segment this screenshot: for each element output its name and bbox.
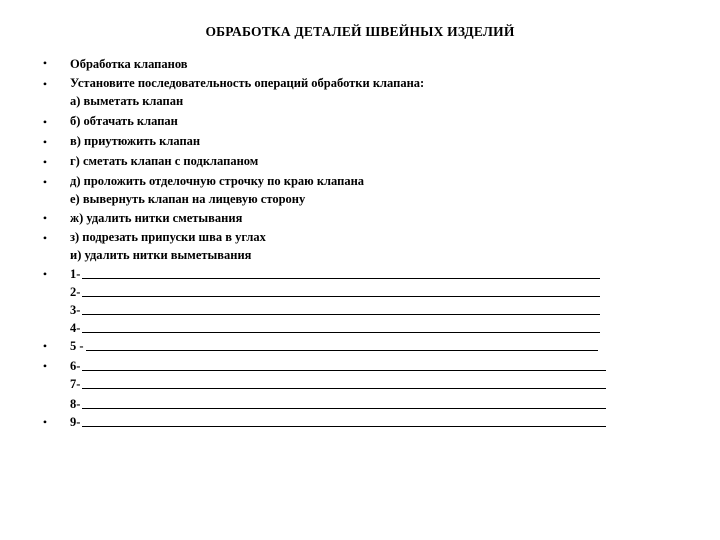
answer-number: 7- bbox=[70, 377, 81, 391]
answer-row bbox=[70, 302, 600, 318]
answer-number: 2- bbox=[70, 285, 81, 299]
page-title: ОБРАБОТКА ДЕТАЛЕЙ ШВЕЙНЫХ ИЗДЕЛИЙ bbox=[205, 24, 515, 39]
answer-row bbox=[70, 414, 606, 430]
answer-number: 1- bbox=[70, 267, 81, 281]
answer-blank[interactable] bbox=[82, 332, 600, 333]
operation-item: е) вывернуть клапан на лицевую сторону bbox=[70, 192, 306, 206]
bullet: • bbox=[42, 359, 48, 373]
answer-number: 8- bbox=[70, 397, 81, 411]
operation-item: з) подрезать припуски шва в углах bbox=[70, 230, 266, 244]
answer-number: 3- bbox=[70, 303, 81, 317]
answer-number: 9- bbox=[70, 415, 81, 429]
operation-item: а) выметать клапан bbox=[70, 94, 184, 108]
operation-item: и) удалить нитки выметывания bbox=[70, 248, 252, 262]
answer-blank[interactable] bbox=[82, 426, 606, 427]
bullet: • bbox=[42, 155, 48, 169]
answer-row bbox=[70, 266, 600, 282]
bullet: • bbox=[42, 231, 48, 245]
answer-number: 4- bbox=[70, 321, 81, 335]
instruction-line: Установите последовательность операций обработки клапана: bbox=[70, 76, 425, 90]
bullet: • bbox=[42, 339, 48, 353]
answer-row bbox=[70, 358, 606, 374]
bullet: • bbox=[42, 175, 48, 189]
answer-blank[interactable] bbox=[82, 388, 606, 389]
operation-item: ж) удалить нитки сметывания bbox=[70, 211, 243, 225]
answer-row bbox=[70, 338, 598, 354]
heading-line: Обработка клапанов bbox=[70, 57, 188, 71]
answer-row bbox=[70, 320, 600, 336]
bullet: • bbox=[42, 415, 48, 429]
answer-blank[interactable] bbox=[82, 278, 600, 279]
bullet: • bbox=[42, 267, 48, 281]
answer-number: 6- bbox=[70, 359, 81, 373]
bullet: • bbox=[42, 56, 48, 70]
operation-item: д) проложить отделочную строчку по краю клапана bbox=[70, 174, 365, 188]
answer-blank[interactable] bbox=[82, 296, 600, 297]
bullet: • bbox=[42, 211, 48, 225]
answer-row bbox=[70, 284, 600, 300]
answer-blank[interactable] bbox=[82, 314, 600, 315]
answer-blank[interactable] bbox=[82, 370, 606, 371]
operation-item: г) сметать клапан с подклапаном bbox=[70, 154, 259, 168]
answer-blank[interactable] bbox=[82, 408, 606, 409]
operation-item: в) приутюжить клапан bbox=[70, 134, 201, 148]
bullet: • bbox=[42, 115, 48, 129]
answer-number: 5 - bbox=[70, 339, 84, 353]
answer-row bbox=[70, 376, 606, 392]
answer-row bbox=[70, 396, 606, 412]
operation-item: б) обтачать клапан bbox=[70, 114, 178, 128]
answer-blank[interactable] bbox=[86, 350, 598, 351]
bullet: • bbox=[42, 135, 48, 149]
bullet: • bbox=[42, 77, 48, 91]
